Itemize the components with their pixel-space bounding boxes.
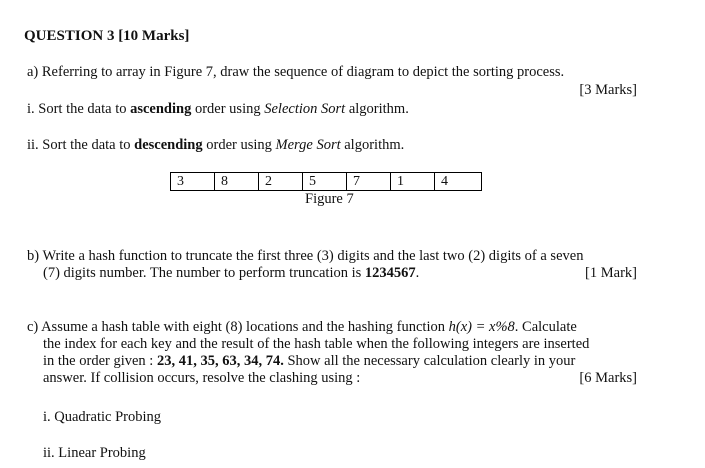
part-b-line2 bbox=[43, 265, 419, 282]
item-ii-italic: Merge Sort bbox=[275, 137, 341, 153]
part-c-line3-suffix: Show all the necessary calculation clearly in your bbox=[283, 353, 576, 369]
part-c-line4: answer. If collision occurs, resolve the clashing using : bbox=[43, 370, 361, 386]
item-i-mid: order using bbox=[191, 101, 265, 117]
part-c-line2: the index for each key and the result of the hash table when the following integers are inserted bbox=[43, 336, 590, 352]
item-ii-suffix: algorithm. bbox=[340, 137, 405, 153]
item-i-prefix: i. Sort the data to bbox=[27, 101, 131, 117]
part-b-line1: b) Write a hash function to truncate the first three (3) digits and the last two (2) digits of a seven bbox=[27, 248, 584, 264]
part-a-intro: a) Referring to array in Figure 7, draw the sequence of diagram to depict the sorting process. bbox=[27, 64, 565, 80]
question-title: QUESTION 3 [10 Marks] bbox=[24, 28, 190, 44]
part-a-item-i bbox=[27, 101, 409, 118]
array-figure bbox=[170, 172, 482, 191]
item-ii-mid: order using bbox=[202, 137, 276, 153]
part-b-marks: [1 Mark] bbox=[585, 265, 637, 281]
array-cell: 2 bbox=[259, 173, 303, 190]
part-c-prefix: c) Assume a hash table with eight (8) locations and the hashing function bbox=[27, 319, 449, 335]
part-c-suffix: . Calculate bbox=[514, 319, 577, 335]
array-cell: 5 bbox=[303, 173, 347, 190]
part-c-marks: [6 Marks] bbox=[579, 370, 637, 386]
option-quadratic: i. Quadratic Probing bbox=[43, 409, 161, 425]
figure-caption: Figure 7 bbox=[305, 191, 354, 207]
part-b-suffix: . bbox=[415, 265, 420, 281]
hash-function: h(x) = x%8 bbox=[448, 319, 515, 335]
part-a-item-ii bbox=[27, 137, 404, 154]
option-linear: ii. Linear Probing bbox=[43, 445, 146, 461]
array-cell: 7 bbox=[347, 173, 391, 190]
item-ii-bold: descending bbox=[134, 137, 203, 153]
array-cell: 8 bbox=[215, 173, 259, 190]
integer-list: 23, 41, 35, 63, 34, 74. bbox=[156, 353, 284, 369]
part-c-line3 bbox=[43, 353, 575, 370]
array-cell: 3 bbox=[171, 173, 215, 190]
part-c-line1 bbox=[27, 319, 577, 336]
item-i-italic: Selection Sort bbox=[264, 101, 346, 117]
item-i-bold: ascending bbox=[130, 101, 192, 117]
part-c-line3-prefix: in the order given : bbox=[43, 353, 157, 369]
array-cell: 4 bbox=[441, 174, 448, 189]
item-i-suffix: algorithm. bbox=[345, 101, 409, 117]
part-b-prefix: (7) digits number. The number to perform truncation is bbox=[43, 265, 365, 281]
part-a-marks: [3 Marks] bbox=[579, 82, 637, 98]
array-cell: 1 bbox=[391, 173, 435, 190]
item-ii-prefix: ii. Sort the data to bbox=[27, 137, 135, 153]
part-b-number: 1234567 bbox=[364, 265, 416, 281]
